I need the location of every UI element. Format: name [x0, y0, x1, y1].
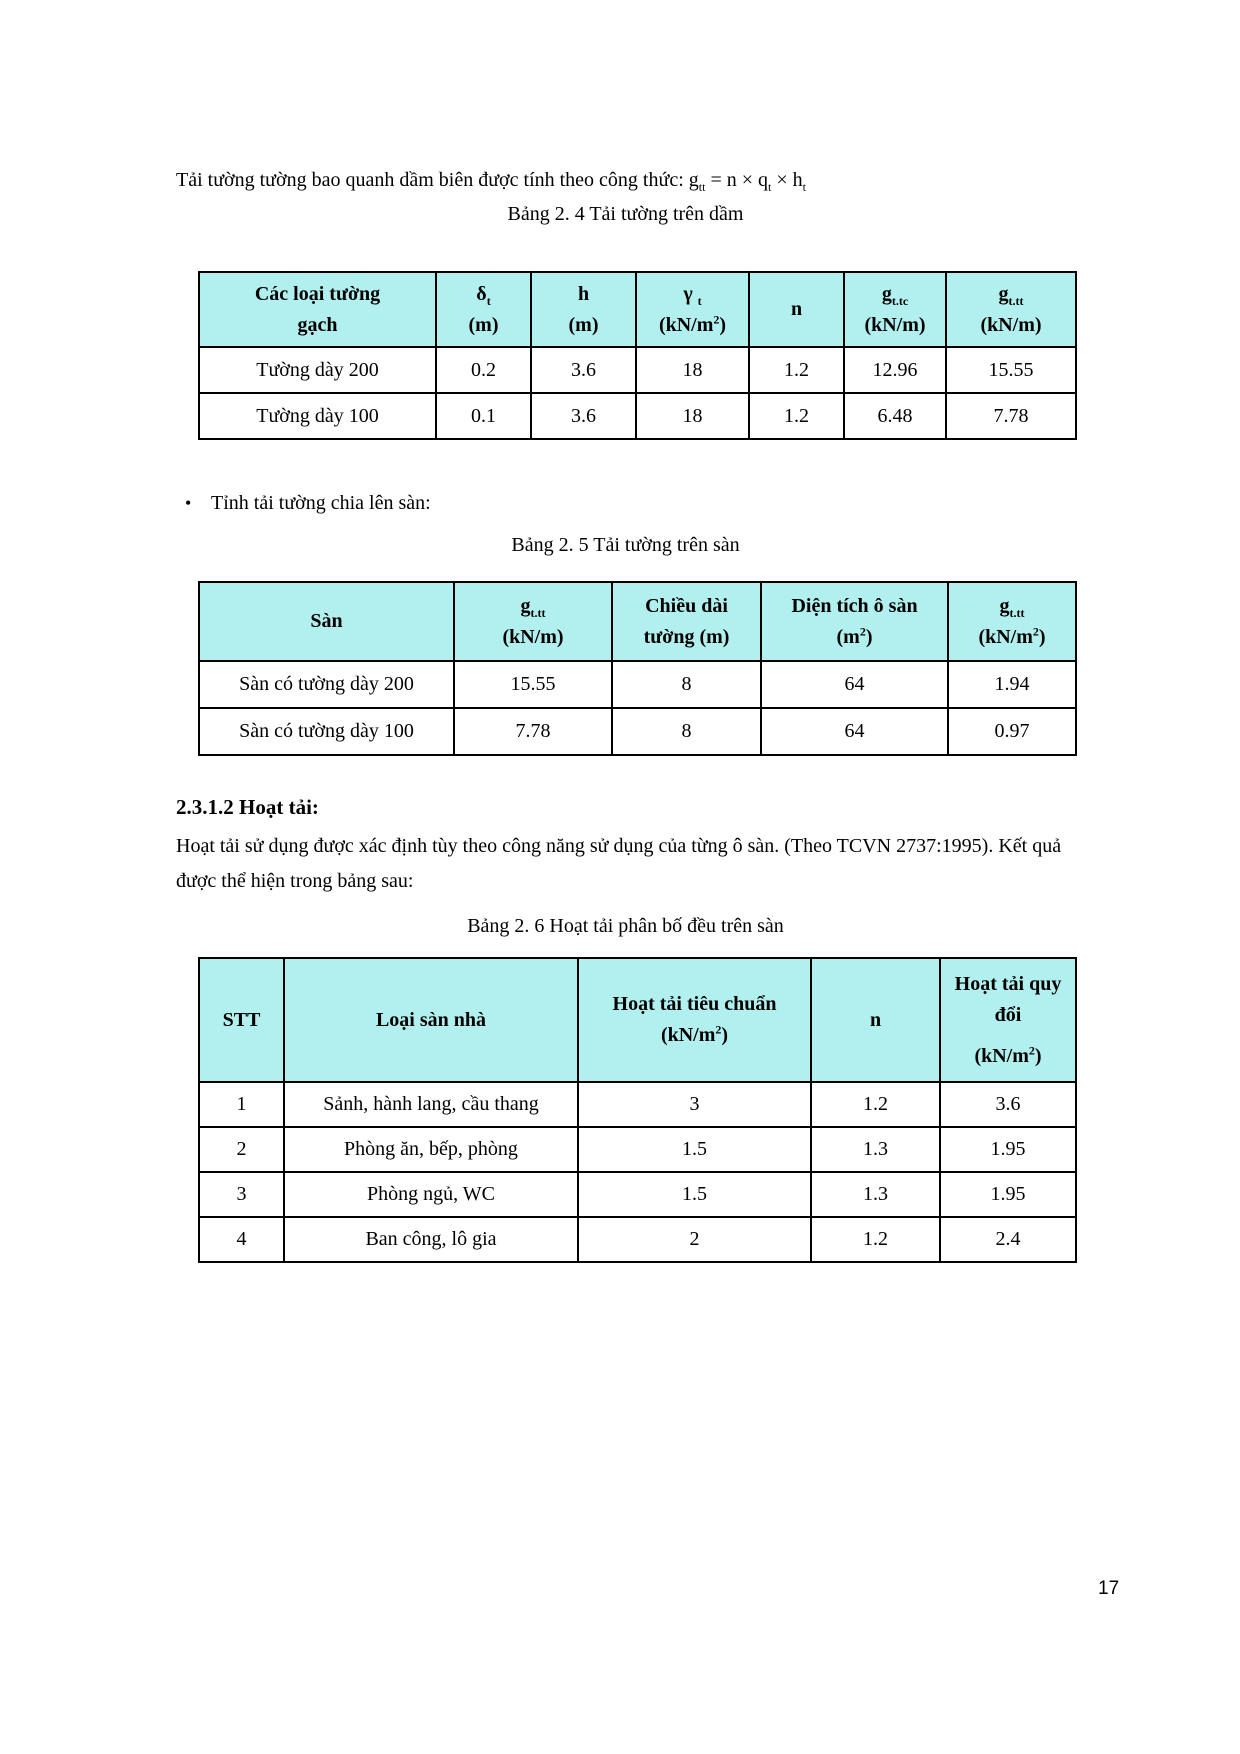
- cell: 15.55: [946, 347, 1076, 393]
- cell: 1.2: [811, 1217, 940, 1262]
- table-row: [199, 347, 1076, 393]
- cell: 1.3: [811, 1127, 940, 1172]
- cell: 1.95: [940, 1127, 1076, 1172]
- col-header-floor-type: Loại sàn nhà: [284, 958, 578, 1082]
- table-caption-2-6: Bảng 2. 6 Hoạt tải phân bố đều trên sàn: [467, 915, 784, 937]
- cell: 1.2: [749, 393, 844, 439]
- cell-stt: 3: [199, 1172, 284, 1217]
- cell: 0.1: [436, 393, 531, 439]
- page-number: 17: [1098, 1578, 1120, 1599]
- col-header-gamma-t: γ $_t$ $(kN/m^2)$: [636, 272, 749, 347]
- table-caption-2-4: Bảng 2. 4 Tải tường trên dầm: [507, 203, 744, 225]
- col-header-slab: Sàn: [199, 582, 454, 661]
- col-header-wall-length: Chiều dài tường (m): [612, 582, 761, 661]
- cell: 1.95: [940, 1172, 1076, 1217]
- formula-q: $q_t$: [758, 169, 772, 194]
- col-header-delta-t: $\delta_t$ (m): [436, 272, 531, 347]
- col-header-n: n: [749, 272, 844, 347]
- cell-wall-type: Tường dày 200: [199, 347, 436, 393]
- cell: 2.4: [940, 1217, 1076, 1262]
- bullet-line: [185, 486, 985, 521]
- table-row: [199, 1127, 1076, 1172]
- formula-h: $h_t$: [792, 169, 806, 194]
- cell: 7.78: [946, 393, 1076, 439]
- cell-stt: 4: [199, 1217, 284, 1262]
- cell: 1.2: [811, 1082, 940, 1127]
- cell-floor-type: Phòng ngủ, WC: [284, 1172, 578, 1217]
- cell: 12.96: [844, 347, 946, 393]
- cell: 8: [612, 708, 761, 755]
- col-header-h: h (m): [531, 272, 636, 347]
- cell: 1.5: [578, 1172, 811, 1217]
- cell: 15.55: [454, 661, 612, 708]
- table-header-row: [199, 582, 1076, 661]
- cell: 1.5: [578, 1127, 811, 1172]
- cell-stt: 2: [199, 1127, 284, 1172]
- table-row: [199, 708, 1076, 755]
- cell: 7.78: [454, 708, 612, 755]
- table-wall-load-on-slab: [198, 581, 1077, 756]
- table-wall-load-on-beam: [198, 271, 1077, 440]
- table-row: [199, 393, 1076, 439]
- cell-slab-type: Sàn có tường dày 200: [199, 661, 454, 708]
- table-row: [199, 1082, 1076, 1127]
- cell-floor-type: Sảnh, hành lang, cầu thang: [284, 1082, 578, 1127]
- col-header-gttt: $g_{t.tt}$ (kN/m): [946, 272, 1076, 347]
- intro-line: [176, 163, 1096, 198]
- table-row: [199, 1172, 1076, 1217]
- col-header-n: n: [811, 958, 940, 1082]
- cell: 1.94: [948, 661, 1076, 708]
- col-header-stt: STT: [199, 958, 284, 1082]
- cell: 64: [761, 661, 948, 708]
- cell-stt: 1: [199, 1082, 284, 1127]
- cell: 0.97: [948, 708, 1076, 755]
- body-paragraph: Hoạt tải sử dụng được xác định tùy theo công năng sử dụng của từng ô sàn. (Theo TCVN 2737:1995). Kết quả được thể hiện trong bảng sau:: [176, 835, 1062, 892]
- cell: 1.3: [811, 1172, 940, 1217]
- table-live-load: [198, 957, 1077, 1263]
- col-header-gttt-knm2: $g_{t.tt}$ $(kN/m^2)$: [948, 582, 1076, 661]
- table-header-row: [199, 272, 1076, 347]
- cell: 3: [578, 1082, 811, 1127]
- bullet-text: Tỉnh tải tường chia lên sàn:: [211, 492, 431, 514]
- table-row: [199, 1217, 1076, 1262]
- table-row: [199, 661, 1076, 708]
- cell: 3.6: [531, 393, 636, 439]
- cell: 8: [612, 661, 761, 708]
- col-header-gttc: $g_{t.tc}$ (kN/m): [844, 272, 946, 347]
- cell-slab-type: Sàn có tường dày 100: [199, 708, 454, 755]
- cell: 18: [636, 393, 749, 439]
- formula-lhs: $g_{tt}$: [688, 169, 706, 194]
- cell: 6.48: [844, 393, 946, 439]
- table-header-row: [199, 958, 1076, 1082]
- section-heading: 2.3.1.2 Hoạt tải:: [176, 795, 319, 819]
- cell: 3.6: [531, 347, 636, 393]
- cell: 2: [578, 1217, 811, 1262]
- wall-load-formula: $g_{tt} = n \times q_t \times h_t$: [688, 169, 806, 194]
- col-header-wall-type: Các loại tường gạch: [199, 272, 436, 347]
- col-header-slab-area: Diện tích ô sàn $(m^2)$: [761, 582, 948, 661]
- bullet-marker: •: [185, 493, 192, 513]
- cell-floor-type: Phòng ăn, bếp, phòng: [284, 1127, 578, 1172]
- col-header-standard-live-load: Hoạt tải tiêu chuẩn $(kN/m^2)$: [578, 958, 811, 1082]
- cell: 18: [636, 347, 749, 393]
- cell-floor-type: Ban công, lô gia: [284, 1217, 578, 1262]
- table-caption-2-5: Bảng 2. 5 Tải tường trên sàn: [511, 534, 740, 556]
- col-header-gttt-knm: $g_{t.tt}$ (kN/m): [454, 582, 612, 661]
- intro-text: Tải tường tường bao quanh dầm biên được tính theo công thức:: [176, 169, 684, 191]
- col-header-converted-live-load: Hoạt tải quy đổi $(kN/m^2)$: [940, 958, 1076, 1082]
- cell-wall-type: Tường dày 100: [199, 393, 436, 439]
- cell: 1.2: [749, 347, 844, 393]
- cell: 64: [761, 708, 948, 755]
- cell: 3.6: [940, 1082, 1076, 1127]
- cell: 0.2: [436, 347, 531, 393]
